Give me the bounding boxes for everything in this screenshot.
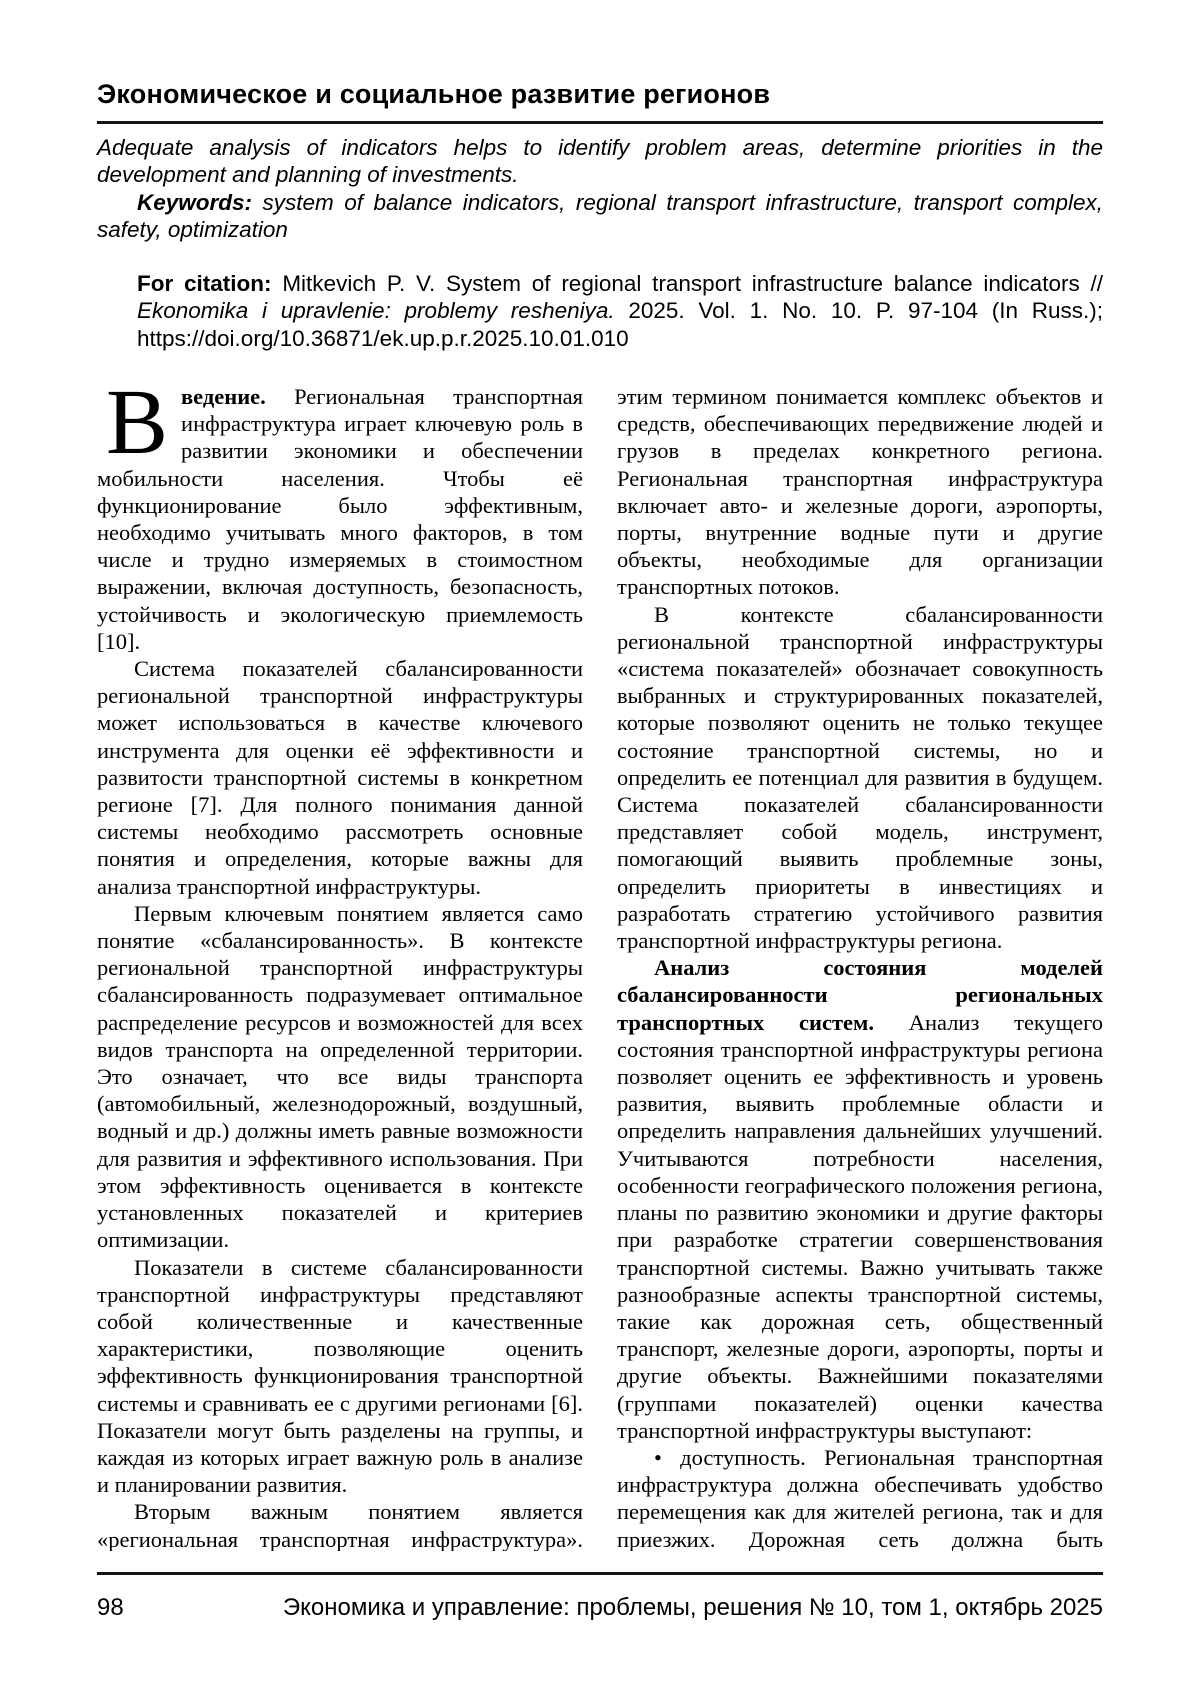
abstract-section	[97, 134, 1103, 244]
citation-journal-italic: Ekonomika i upravlenie: problemy resheniya.	[137, 298, 615, 324]
abstract-text: Adequate analysis of indicators helps to identify problem areas, determine priorities in the development and planning of investments.	[97, 135, 1103, 188]
citation-after-italic: 2025. Vol. 1. No. 10. P. 97-104 (In Russ.); https://doi.org/10.36871/ek.up.p.r.2025.10.01.010	[137, 298, 1103, 351]
citation-text	[137, 270, 1103, 352]
column-left	[97, 383, 583, 1551]
running-head: Экономическое и социальное развитие регионов	[97, 79, 771, 109]
body-columns	[97, 383, 1103, 1551]
bullet-text: доступность. Региональная транспортная инфраструктура должна обеспечивать удобство перемещения как для жителей региона, так и для приезжих. Дорожная сеть должна быть	[617, 1444, 1103, 1551]
header-divider	[97, 121, 1103, 124]
section-heading-inline: Анализ состояния моделей сбалансированности региональных транспортных систем.	[617, 955, 1103, 1035]
column-right	[617, 383, 1103, 1551]
keywords-label: Keywords:	[137, 189, 253, 215]
intro-bold-lead: ведение.	[181, 384, 266, 409]
citation-label: For citation:	[137, 271, 272, 296]
paragraph: В контексте сбалансированности региональной транспортной инфраструктуры «система показателей» обозначает совокупность выбранных и структурированных показателей, которые позволяют оценить не только текущее состояние транспортной системы, но и определить ее потенциал для развития в будущем. Система показателей сбалансированности представляет собой модель, инструмент, помогающий выявить проблемные зоны, определить приоритеты в инвестициях и разработать стратегию устойчивого развития транспортной инфраструктуры региона.	[617, 601, 1103, 954]
page-footer	[97, 1594, 1103, 1622]
journal-footer-line: Экономика и управление: проблемы, решения № 10, том 1, октябрь 2025	[282, 1594, 1103, 1621]
paragraph: Показатели в системе сбалансированности транспортной инфраструктуры представляют собой количественные и качественные характеристики, позволяющие оценить эффективность функционирования транспортной системы и сравнивать ее с другими регионами [6]. Показатели могут быть разделены на группы, и каждая из которых играет важную роль в анализе и планировании развития.	[97, 1254, 583, 1498]
bullet-marker: •	[654, 1444, 662, 1470]
paragraph: Первым ключевым понятием является само понятие «сбалансированность». В контексте региональной транспортной инфраструктуры сбалансированность подразумевает оптимальное распределение ресурсов и возможностей для всех видов транспорта на определенной территории. Это означает, что все виды транспорта (автомобильный, железнодорожный, воздушный, водный и др.) должны иметь равные возможности для развития и эффективного использования. При этом эффективность оценивается в контексте установленных показателей и критериев оптимизации.	[97, 900, 583, 1253]
page-number: 98	[97, 1594, 124, 1621]
paragraph-section	[617, 954, 1103, 1444]
paragraph-continuation: этим термином понимается комплекс объектов и средств, обеспечивающих передвижение людей и грузов в пределах конкретного региона. Региональная транспортная инфраструктура включает авто- и железные дороги, аэропорты, порты, внутренние водные пути и другие объекты, необходимые для организации транспортных потоков.	[617, 384, 1103, 600]
paragraph: Вторым важным понятием является «региональная транспортная инфраструктура».	[97, 1499, 583, 1551]
paragraph-text: Анализ текущего состояния транспортной инфраструктуры региона позволяет оценить ее эффективность и уровень развития, выявить проблемные области и определить направления дальнейших улучшений. Учитываются потребности населения, особенности географического положения региона, планы по развитию экономики и другие факторы при разработке стратегии совершенствования транспортной системы. Важно учитывать также разнообразные аспекты транспортной системы, такие как дорожная сеть, общественный транспорт, железные дороги, аэропорты, порты и другие объекты. Важнейшими показателями (группами показателей) оценки качества транспортной инфраструктуры выступают:	[617, 1009, 1103, 1443]
paragraph: Система показателей сбалансированности региональной транспортной инфраструктуры может использоваться в качестве ключевого инструмента для оценки её эффективности и развитости транспортной системы в конкретном регионе [7]. Для полного понимания данной системы необходимо рассмотреть основные понятия и определения, которые важны для анализа транспортной инфраструктуры.	[97, 656, 583, 899]
footer-divider	[97, 1572, 1103, 1575]
drop-cap: В	[106, 383, 169, 474]
paragraph-intro	[97, 383, 583, 655]
bullet-item	[617, 1444, 1103, 1551]
citation-block	[137, 270, 1103, 352]
keywords-text: system of balance indicators, regional transport infrastructure, transport complex, safety, optimization	[97, 189, 1103, 243]
paragraph-text: Региональная транспортная инфраструктура играет ключевую роль в развитии экономики и обеспечении мобильности населения. Чтобы её функционирование было эффективным, необходимо учитывать много факторов, в том числе и трудно измеряемых в стоимостном выражении, включая доступность, безопасность, устойчивость и экологическую приемлемость [10].	[97, 384, 584, 654]
keywords-line	[97, 189, 1103, 244]
citation-before-italic: Mitkevich P. V. System of regional transport infrastructure balance indicators //	[282, 271, 1103, 296]
